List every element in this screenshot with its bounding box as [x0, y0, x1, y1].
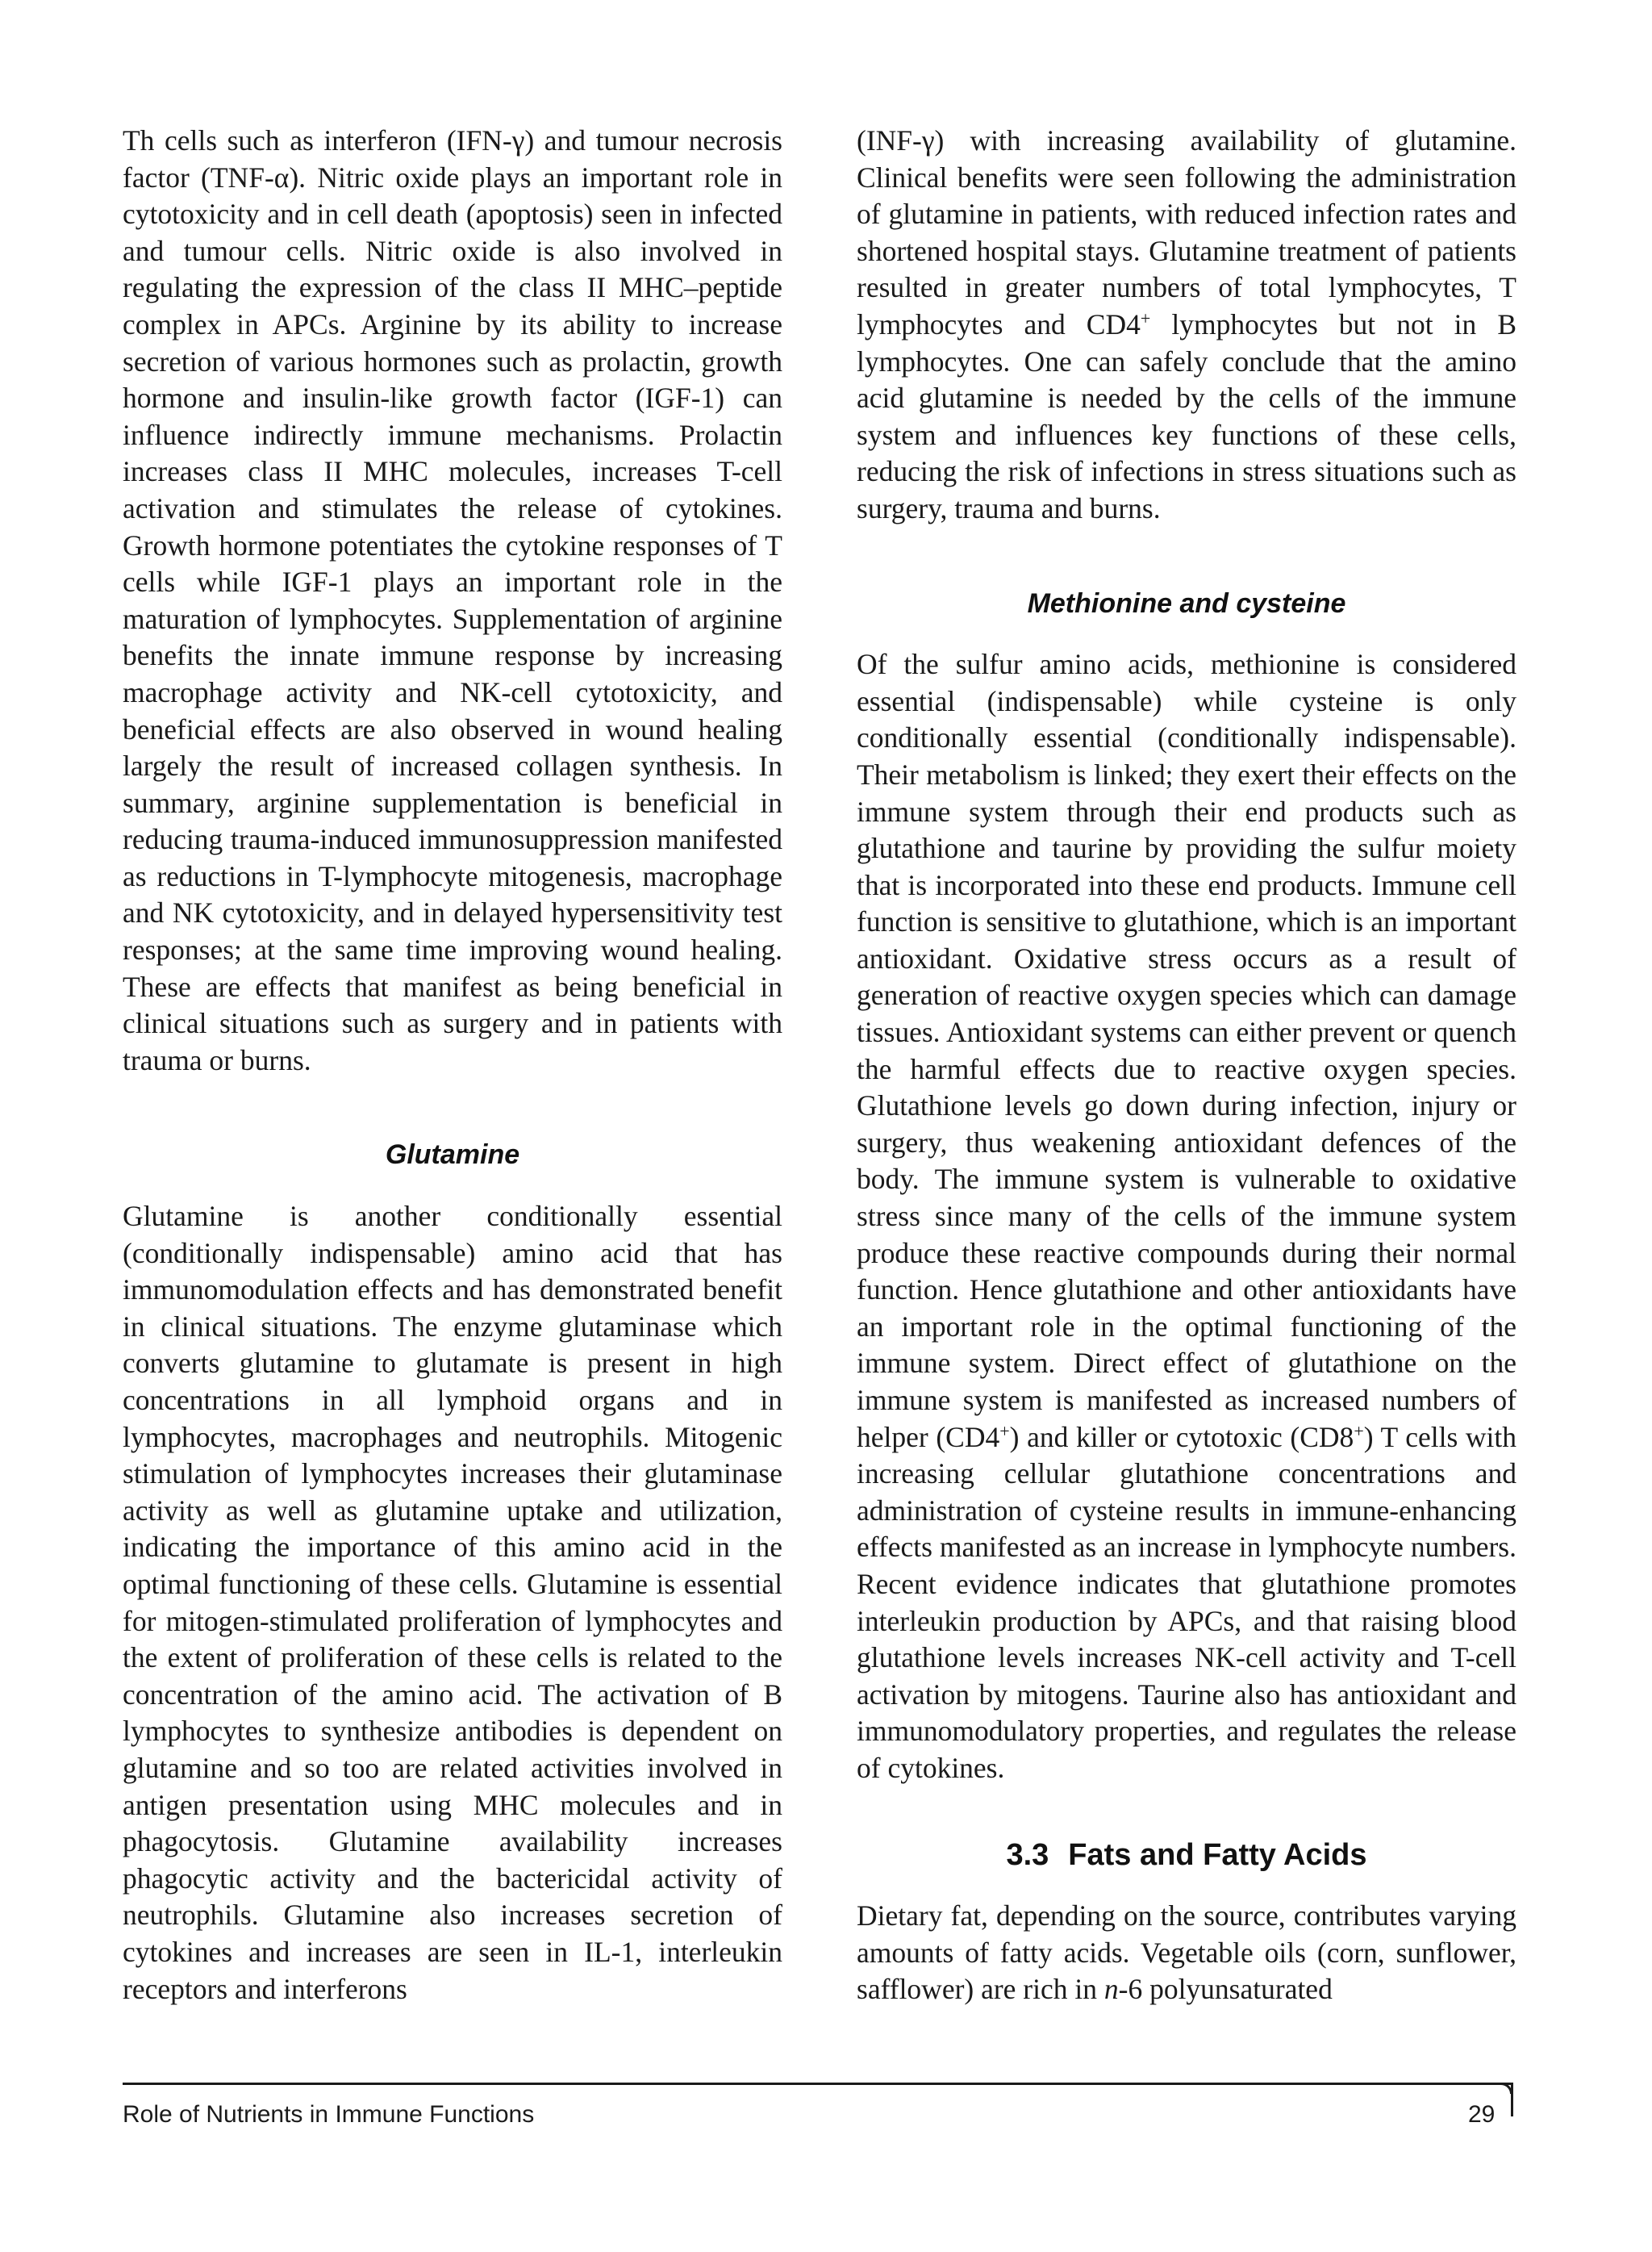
page-number: 29	[1468, 2101, 1496, 2128]
text-run: (INF-γ) with increasing availability of glutamine. Clinical benefits were seen following the administration of glutamine in patients, with reduced infection rates and shortened hospital stays. Glutamine treatment of patients resulted in greater numbers of total lymphocytes, T lymphocytes and CD4	[857, 124, 1516, 341]
italic-variable: n	[1103, 1973, 1119, 2006]
text-run: lymphocytes but not in B lymphocytes. One can safely conclude that the amino acid glutamine is needed by the cells of the immune system and influences key functions of these cells, reducing the risk of infections in stress situations such as surgery, trauma and burns.	[857, 307, 1516, 524]
section-heading-fats	[857, 1837, 1516, 1874]
subheading-methionine-cysteine: Methionine and cysteine	[1027, 587, 1346, 619]
running-footer-title: Role of Nutrients in Immune Functions	[123, 2101, 535, 2128]
paragraph-glutamine: Glutamine is another conditionally essential (conditionally indispensable) amino acid that has immunomodulation effects and has demonstrated benefit in clinical situations. The enzyme glutaminase which converts glutamine to glutamate is present in high concentrations in all lymphoid organs and in lymphocytes, macrophages and neutrophils. Mitogenic stimulation of lymphocytes increases their glutaminase activity as well as glutamine uptake and utilization, indicating the importance of this amino acid in the optimal functioning of these cells. Glutamine is essential for mitogen-stimulated proliferation of lymphocytes and the extent of proliferation of these cells is related to the concentration of the amino acid. The activation of B lymphocytes to synthesize antibodies is dependent on glutamine and so too are related activities involved in antigen presentation using MHC molecules and in phagocytosis. Glutamine availability increases phagocytic activity and the bactericidal activity of neutrophils. Glutamine also increases secretion of cytokines and increases are seen in IL-1, interleukin receptors and interferons	[123, 1200, 782, 2005]
footer-rule-hook	[1511, 2083, 1513, 2116]
superscript: +	[1140, 307, 1151, 328]
right-column	[857, 123, 1516, 2008]
text-run: Dietary fat, depending on the source, contributes varying amounts of fatty acids. Vegetable oils (corn, sunflower, safflower) are rich in	[857, 1899, 1516, 2006]
paragraph-methionine	[857, 646, 1516, 1786]
left-column	[123, 123, 782, 2008]
paragraph-glutamine-continued	[857, 123, 1516, 528]
paragraph-fats	[857, 1898, 1516, 2008]
subheading-glutamine: Glutamine	[385, 1139, 520, 1171]
section-title: Fats and Fatty Acids	[1068, 1837, 1367, 1872]
text-run: Of the sulfur amino acids, methionine is considered essential (indispensable) while cysteine is only conditionally essential (conditionally indispensable). Their metabolism is linked; they exert their effects on the immune system through their end products such as glutathione and taurine by providing the sulfur moiety that is incorporated into these end products. Immune cell function is sensitive to glutathione, which is an important antioxidant. Oxidative stress occurs as a result of generation of reactive oxygen species which can damage tissues. Antioxidant systems can either prevent or quench the harmful effects due to reactive oxygen species. Glutathione levels go down during infection, injury or surgery, thus weakening antioxidant defences of the body. The immune system is vulnerable to oxidative stress since many of the cells of the immune system produce these reactive compounds during their normal function. Hence glutathione and other antioxidants have an important role in the optimal functioning of the immune system. Direct effect of glutathione on the immune system is manifested as increased numbers of helper (CD4	[857, 648, 1516, 1453]
footer-rule	[123, 2083, 1513, 2085]
section-number: 3.3	[1006, 1837, 1049, 1872]
text-run: ) T cells with increasing cellular glutathione concentrations and administration of cysteine results in immune-enhancing effects manifested as an increase in lymphocyte numbers. Recent evidence indicates that glutathione promotes interleukin production by APCs, and that raising blood glutathione levels increases NK-cell activity and T-cell activation by mitogens. Taurine also has antioxidant and immunomodulatory properties, and regulates the release of cytokines.	[857, 1420, 1516, 1784]
text-run: ) and killer or cytotoxic (CD8	[1009, 1420, 1354, 1453]
paragraph-arginine-end: Th cells such as interferon (IFN-γ) and tumour necrosis factor (TNF-α). Nitric oxide plays an important role in cytotoxicity and in cell death (apoptosis) seen in infected and tumour cells. Nitric oxide is also involved in regulating the expression of the class II MHC–peptide complex in APCs. Arginine by its ability to increase secretion of various hormones such as prolactin, growth hormone and insulin-like growth factor (IGF-1) can influence indirectly immune mechanisms. Prolactin increases class II MHC molecules, increases T-cell activation and stimulates the release of cytokines. Growth hormone potentiates the cytokine responses of T cells while IGF-1 plays an important role in the maturation of lymphocytes. Supplementation of arginine benefits the innate immune response by increasing macrophage activity and NK-cell cytotoxicity, and beneficial effects are also observed in wound healing largely the result of increased collagen synthesis. In summary, arginine supplementation is beneficial in reducing trauma-induced immunosuppression manifested as reductions in T-lymphocyte mitogenesis, macrophage and NK cytotoxicity, and in delayed hypersensitivity test responses; at the same time improving wound healing. These are effects that manifest as being beneficial in clinical situations such as surgery and in patients with trauma or burns.	[123, 124, 782, 1076]
superscript: +	[999, 1420, 1010, 1441]
superscript: +	[1354, 1420, 1364, 1441]
text-run: -6 polyunsaturated	[1118, 1973, 1333, 2006]
